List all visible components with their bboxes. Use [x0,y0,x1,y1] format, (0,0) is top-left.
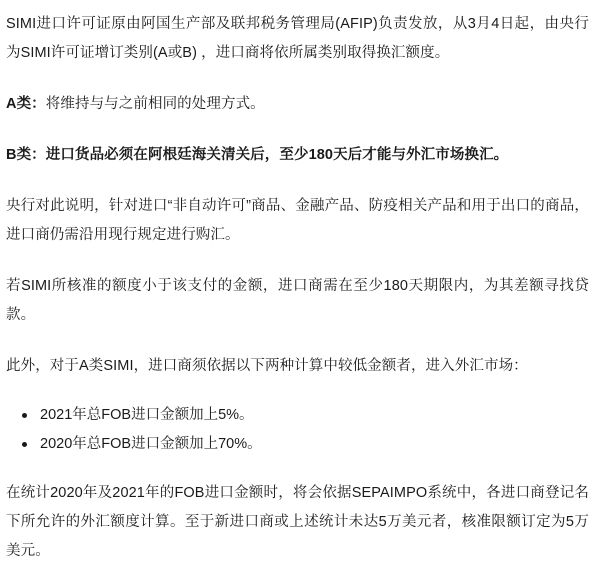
list-item [36,401,589,430]
paragraph-quota-shortfall [6,272,589,330]
closing-text: 在统计2020年及2021年的FOB进口金额时，将会依据SEPAIMPO系统中，各进口商登记名下所允许的外汇额度计算。至于新进口商或上述统计未达5万美元者，核准限额订定为5万美元。 [6,485,589,559]
list-item-label: 2021年总FOB进口金额加上5%。 [40,407,254,423]
central-bank-note-text: 央行对此说明，针对进口“非自动许可”商品、金融产品、防疫相关产品和用于出口的商品，进口商仍需沿用现行规定进行购汇。 [6,198,589,243]
list-item-label: 2020年总FOB进口金额加上70%。 [40,436,262,452]
paragraph-intro-text: SIMI进口许可证原由阿国生产部及联邦税务管理局(AFIP)负责发放，从3月4日起，由央行为SIMI许可证增订类别(A或B) ，进口商将依所属类别取得换汇额度。 [6,16,589,61]
category-b-text: 进口货品必须在阿根廷海关清关后，至少180天后才能与外汇市场换汇。 [45,147,509,163]
paragraph-intro [6,10,589,68]
quota-shortfall-text: 若SIMI所核准的额度小于该支付的金额，进口商需在至少180天期限内，为其差额寻找贷款。 [6,278,589,323]
category-a-label: A类： [6,96,46,112]
calculation-intro-text: 此外，对于A类SIMI，进口商须依据以下两种计算中较低金额者，进入外汇市场： [6,358,528,374]
paragraph-closing [6,479,589,566]
calculation-list [6,401,589,459]
category-b-label: B类： [6,147,46,163]
category-a-text: 将维持与与之前相同的处理方式。 [45,96,265,112]
list-item [36,430,589,459]
paragraph-calculation-intro [6,352,589,381]
paragraph-category-b [6,141,589,170]
paragraph-central-bank-note [6,192,589,250]
paragraph-category-a [6,90,589,119]
